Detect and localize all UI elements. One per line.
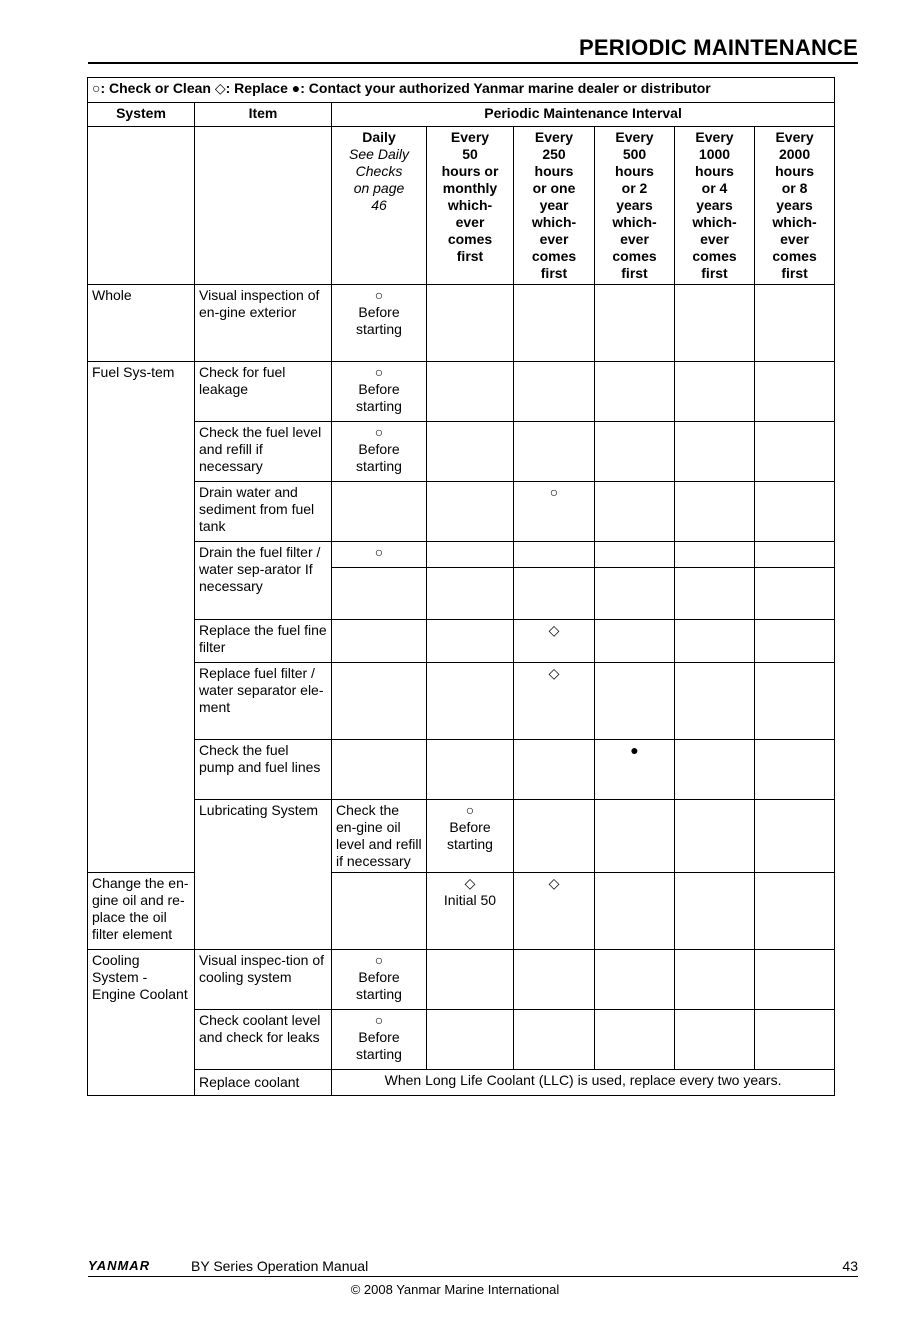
legend-replace-label: : Replace [225, 80, 292, 96]
interval-50-line: 50 [462, 146, 478, 162]
item-cell: Check the en-gine oil level and refill if necessary [332, 800, 427, 873]
empty-cell [427, 663, 514, 740]
interval-1000-line: which- [692, 214, 737, 230]
empty-cell [675, 620, 755, 663]
manual-title: BY Series Operation Manual [191, 1258, 369, 1274]
empty-cell [514, 950, 595, 1010]
empty-cell [595, 542, 675, 568]
item-cell: Replace the fuel fine filter [195, 620, 332, 663]
interval-2000-line: Every [775, 129, 814, 145]
contact-icon: ● [630, 742, 639, 758]
yanmar-logo: YANMAR [88, 1258, 151, 1273]
item-cell: Check the fuel pump and fuel lines [195, 740, 332, 800]
every-250-cell [514, 663, 595, 740]
table-row [88, 1010, 835, 1070]
interval-50-line: monthly [442, 180, 498, 196]
check-icon: ○ [374, 1012, 384, 1028]
table-row [88, 950, 835, 1010]
contact-symbol-icon: ● [291, 80, 301, 96]
item-cell: Drain the fuel filter / water sep-arator If necessary [195, 542, 332, 620]
replace-icon: ◇ [548, 622, 560, 638]
empty-cell [675, 482, 755, 542]
interval-2000-line: 2000 [778, 146, 811, 162]
empty-cell [427, 362, 514, 422]
empty-cell [675, 542, 755, 568]
empty-cell [675, 1010, 755, 1070]
empty-cell [514, 1010, 595, 1070]
interval-50-line: hours or [441, 163, 499, 179]
empty-cell [427, 950, 514, 1010]
empty-cell [675, 873, 755, 950]
check-symbol-icon: ○ [92, 80, 101, 96]
table-row [88, 482, 835, 542]
interval-250-line: or one [532, 180, 576, 196]
copyright: © 2008 Yanmar Marine International [350, 1282, 560, 1297]
interval-daily-line: 46 [371, 197, 387, 213]
empty-cell [427, 482, 514, 542]
interval-2000-line: which- [772, 214, 817, 230]
check-icon: ○ [465, 802, 475, 818]
empty-cell [595, 950, 675, 1010]
check-icon: ○ [374, 952, 384, 968]
item-cell: Check for fuel leakage [195, 362, 332, 422]
coolant-note: When Long Life Coolant (LLC) is used, replace every two years. [332, 1070, 835, 1096]
item-cell: Drain water and sediment from fuel tank [195, 482, 332, 542]
empty-cell [755, 663, 835, 740]
every-250-cell [514, 873, 595, 950]
empty-cell [427, 1010, 514, 1070]
interval-1000-line: first [701, 265, 728, 281]
interval-column-header: Periodic Maintenance Interval [332, 103, 835, 127]
empty-cell [332, 620, 427, 663]
every-50-cell [427, 873, 514, 950]
interval-500-line: comes [612, 248, 657, 264]
interval-daily [332, 127, 427, 285]
empty-cell [755, 873, 835, 950]
interval-daily-line: on page [353, 180, 405, 196]
table-row [88, 1070, 835, 1096]
table-row [88, 740, 835, 800]
interval-250-line: comes [531, 248, 577, 264]
interval-header-row [88, 127, 835, 285]
empty-cell [427, 620, 514, 663]
replace-symbol-icon: ◇ [214, 80, 226, 96]
replace-icon: ◇ [548, 875, 560, 891]
interval-500-line: which- [612, 214, 657, 230]
empty-cell [755, 740, 835, 800]
legend-row [88, 78, 835, 103]
empty-cell [514, 542, 595, 568]
daily-cell [332, 1010, 427, 1070]
empty-cell [675, 663, 755, 740]
check-icon: ○ [374, 424, 384, 440]
item-cell: Check the fuel level and refill if necessary [195, 422, 332, 482]
interval-daily-line: See Daily [349, 146, 409, 162]
interval-50-line: ever [455, 214, 485, 230]
empty-cell [675, 740, 755, 800]
interval-500-line: Every [615, 129, 654, 145]
interval-2000-line: or 8 [781, 180, 808, 196]
table-row [88, 422, 835, 482]
interval-50-line: first [456, 248, 484, 264]
check-icon: ○ [374, 364, 384, 380]
before-starting-note: Before starting [356, 969, 402, 1002]
interval-500-line: ever [620, 231, 649, 247]
interval-1000 [675, 127, 755, 285]
empty-cell [427, 740, 514, 800]
empty-cell [675, 285, 755, 362]
empty-cell [755, 568, 835, 620]
before-starting-note: Before starting [356, 1029, 402, 1062]
interval-1000-line: Every [695, 129, 734, 145]
empty-cell [675, 800, 755, 873]
empty-cell [755, 950, 835, 1010]
daily-cell [332, 422, 427, 482]
empty-cell [332, 663, 427, 740]
empty-cell [332, 482, 427, 542]
interval-500-line: 500 [622, 146, 647, 162]
check-icon: ○ [374, 544, 384, 560]
empty-cell [427, 542, 514, 568]
interval-500-line: first [621, 265, 648, 281]
empty-cell [427, 422, 514, 482]
interval-2000 [755, 127, 835, 285]
legend-check-label: : Check or Clean [100, 80, 215, 96]
interval-2000-line: first [781, 265, 808, 281]
empty-cell [514, 800, 595, 873]
empty-cell [514, 285, 595, 362]
interval-1000-line: 1000 [698, 146, 731, 162]
legend-contact-label: : Contact your authorized Yanmar marine dealer or distributor [300, 80, 711, 96]
empty-cell [755, 482, 835, 542]
empty-cell [675, 422, 755, 482]
empty-cell [675, 362, 755, 422]
empty-cell [755, 542, 835, 568]
before-starting-note: Before starting [356, 304, 402, 337]
empty-cell [332, 873, 427, 950]
item-cell: Visual inspec-tion of cooling system [195, 950, 332, 1010]
interval-2000-line: comes [772, 248, 817, 264]
item-cell: Check coolant level and check for leaks [195, 1010, 332, 1070]
system-cell: Lubricating System [195, 800, 332, 950]
interval-50 [427, 127, 514, 285]
interval-500 [595, 127, 675, 285]
empty-cell [427, 568, 514, 620]
empty-cell [675, 950, 755, 1010]
every-250-cell [514, 620, 595, 663]
empty-cell [595, 1010, 675, 1070]
interval-250-line: ever [539, 231, 569, 247]
interval-250-line: year [539, 197, 569, 213]
interval-250-line: hours [534, 163, 574, 179]
interval-500-line: years [616, 197, 653, 213]
item-column-header: Item [195, 103, 332, 127]
system-spacer [88, 127, 195, 285]
empty-cell [595, 873, 675, 950]
empty-cell [755, 362, 835, 422]
interval-250-line: Every [534, 129, 574, 145]
interval-daily-title: Daily [362, 129, 396, 145]
item-cell: Replace fuel filter / water separator ele-ment [195, 663, 332, 740]
interval-50-line: Every [450, 129, 490, 145]
every-500-cell [595, 740, 675, 800]
interval-250-line: 250 [542, 146, 566, 162]
empty-cell [755, 1010, 835, 1070]
replace-icon: ◇ [464, 875, 476, 891]
interval-1000-line: ever [700, 231, 729, 247]
empty-cell [514, 422, 595, 482]
empty-cell [427, 285, 514, 362]
page-title: PERIODIC MAINTENANCE [578, 35, 858, 60]
interval-50-line: comes [447, 231, 493, 247]
initial-50-note: Initial 50 [443, 892, 497, 908]
empty-cell [595, 568, 675, 620]
empty-cell [514, 362, 595, 422]
table-row [88, 663, 835, 740]
empty-cell [595, 285, 675, 362]
system-cell: Cooling System - Engine Coolant [88, 950, 195, 1096]
empty-cell [675, 568, 755, 620]
check-icon: ○ [374, 287, 384, 303]
replace-icon: ◇ [548, 665, 560, 681]
before-starting-note: Before starting [447, 819, 493, 852]
empty-cell [755, 620, 835, 663]
interval-500-line: hours [615, 163, 654, 179]
interval-2000-line: hours [775, 163, 814, 179]
empty-cell [514, 740, 595, 800]
table-row [88, 542, 835, 568]
empty-cell [332, 740, 427, 800]
interval-250-line: first [540, 265, 568, 281]
daily-cell [332, 950, 427, 1010]
empty-cell [595, 800, 675, 873]
interval-1000-line: or 4 [701, 180, 728, 196]
empty-cell [595, 482, 675, 542]
daily-cell [332, 285, 427, 362]
empty-cell [332, 568, 427, 620]
interval-50-line: which- [447, 197, 493, 213]
interval-2000-line: years [776, 197, 813, 213]
daily-cell [332, 362, 427, 422]
empty-cell [755, 800, 835, 873]
interval-1000-line: comes [692, 248, 737, 264]
empty-cell [755, 285, 835, 362]
item-cell: Change the en-gine oil and re-place the oil filter element [88, 873, 195, 950]
interval-250 [514, 127, 595, 285]
item-cell: Replace coolant [195, 1070, 332, 1096]
title-rule [88, 62, 858, 64]
maintenance-table [87, 77, 835, 1096]
table-row [88, 285, 835, 362]
before-starting-note: Before starting [356, 441, 402, 474]
interval-1000-line: hours [695, 163, 734, 179]
item-cell: Visual inspection of en-gine exterior [195, 285, 332, 362]
empty-cell [755, 422, 835, 482]
empty-cell [595, 620, 675, 663]
table-row [88, 620, 835, 663]
system-cell: Whole [88, 285, 195, 362]
daily-cell [332, 542, 427, 568]
empty-cell [595, 663, 675, 740]
system-column-header: System [88, 103, 195, 127]
footer-rule [88, 1276, 858, 1277]
legend [88, 78, 835, 103]
item-spacer [195, 127, 332, 285]
interval-daily-line: Checks [355, 163, 403, 179]
page-number: 43 [842, 1258, 858, 1274]
interval-500-line: or 2 [621, 180, 648, 196]
empty-cell [595, 422, 675, 482]
table-row [88, 800, 835, 873]
daily-cell [427, 800, 514, 873]
check-icon: ○ [549, 484, 559, 500]
empty-cell [595, 362, 675, 422]
interval-1000-line: years [696, 197, 733, 213]
table-row [88, 362, 835, 422]
before-starting-note: Before starting [356, 381, 402, 414]
interval-2000-line: ever [780, 231, 809, 247]
header-row [88, 103, 835, 127]
empty-cell [514, 568, 595, 620]
interval-250-line: which- [531, 214, 577, 230]
every-250-cell [514, 482, 595, 542]
system-cell: Fuel Sys-tem [88, 362, 195, 873]
